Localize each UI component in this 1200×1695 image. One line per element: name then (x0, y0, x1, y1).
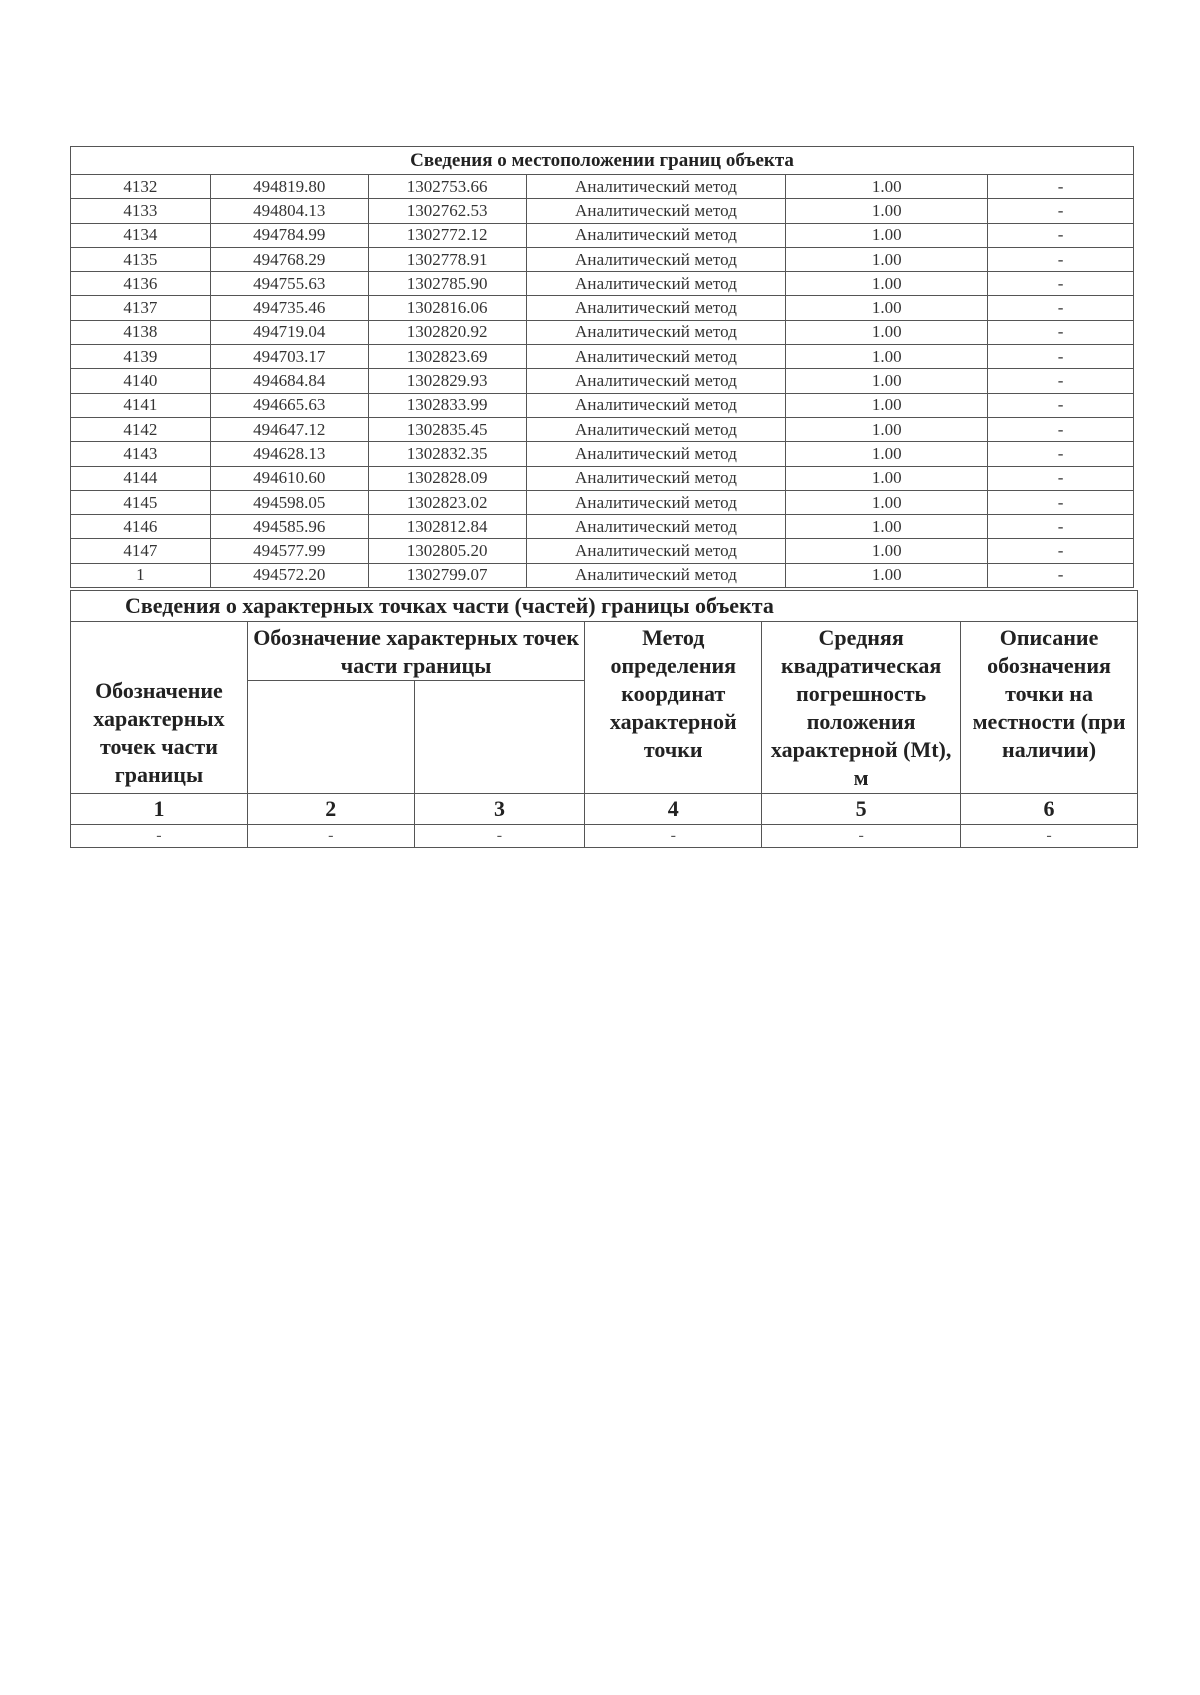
y-coordinate-cell: 1302762.53 (368, 199, 526, 223)
mean-error-cell: 1.00 (786, 199, 988, 223)
method-cell: Аналитический метод (526, 345, 786, 369)
column-number: 2 (247, 794, 414, 825)
x-coordinate-cell: 494577.99 (210, 539, 368, 563)
column-number: 3 (414, 794, 585, 825)
mean-error-cell: 1.00 (786, 466, 988, 490)
table-cell: - (71, 825, 248, 848)
table-row (71, 825, 1138, 848)
x-coordinate-cell: 494719.04 (210, 320, 368, 344)
coords-body (71, 175, 1134, 588)
table-row (71, 393, 1134, 417)
table-row (71, 490, 1134, 514)
coords-table (70, 146, 1134, 588)
point-cell: 4139 (71, 345, 211, 369)
method-cell: Аналитический метод (526, 320, 786, 344)
part-table (70, 590, 1138, 848)
table-cell: - (585, 825, 762, 848)
method-cell: Аналитический метод (526, 223, 786, 247)
point-cell: 4144 (71, 466, 211, 490)
table-row (71, 417, 1134, 441)
x-coordinate-cell: 494647.12 (210, 417, 368, 441)
point-cell: 4147 (71, 539, 211, 563)
header-mean-error: Средняя квадратическая погрешность положения характерной (Mt), м (762, 622, 961, 794)
table-row (71, 175, 1134, 199)
y-coordinate-cell: 1302753.66 (368, 175, 526, 199)
header-sub-x (247, 681, 414, 794)
mean-error-cell: 1.00 (786, 490, 988, 514)
table-cell: - (414, 825, 585, 848)
table-cell: - (961, 825, 1138, 848)
x-coordinate-cell: 494572.20 (210, 563, 368, 587)
table-row (71, 515, 1134, 539)
mean-error-cell: 1.00 (786, 515, 988, 539)
y-coordinate-cell: 1302778.91 (368, 247, 526, 271)
mean-error-cell: 1.00 (786, 393, 988, 417)
description-cell: - (988, 417, 1134, 441)
coords-section-title: Сведения о местоположении границ объекта (71, 147, 1134, 175)
description-cell: - (988, 442, 1134, 466)
point-cell: 4135 (71, 247, 211, 271)
header-point-designation: Обозначение характерных точек части границы (71, 622, 248, 794)
table-row (71, 539, 1134, 563)
mean-error-cell: 1.00 (786, 345, 988, 369)
description-cell: - (988, 515, 1134, 539)
y-coordinate-cell: 1302832.35 (368, 442, 526, 466)
x-coordinate-cell: 494585.96 (210, 515, 368, 539)
x-coordinate-cell: 494735.46 (210, 296, 368, 320)
x-coordinate-cell: 494804.13 (210, 199, 368, 223)
method-cell: Аналитический метод (526, 466, 786, 490)
table-row (71, 272, 1134, 296)
description-cell: - (988, 199, 1134, 223)
description-cell: - (988, 247, 1134, 271)
mean-error-cell: 1.00 (786, 369, 988, 393)
method-cell: Аналитический метод (526, 490, 786, 514)
point-cell: 4134 (71, 223, 211, 247)
description-cell: - (988, 563, 1134, 587)
y-coordinate-cell: 1302812.84 (368, 515, 526, 539)
table-row (71, 223, 1134, 247)
point-cell: 4132 (71, 175, 211, 199)
point-cell: 4141 (71, 393, 211, 417)
y-coordinate-cell: 1302823.02 (368, 490, 526, 514)
mean-error-cell: 1.00 (786, 296, 988, 320)
column-number: 5 (762, 794, 961, 825)
x-coordinate-cell: 494703.17 (210, 345, 368, 369)
mean-error-cell: 1.00 (786, 247, 988, 271)
description-cell: - (988, 393, 1134, 417)
point-cell: 4142 (71, 417, 211, 441)
mean-error-cell: 1.00 (786, 320, 988, 344)
method-cell: Аналитический метод (526, 539, 786, 563)
point-cell: 4137 (71, 296, 211, 320)
method-cell: Аналитический метод (526, 393, 786, 417)
y-coordinate-cell: 1302799.07 (368, 563, 526, 587)
header-method: Метод определения координат характерной точки (585, 622, 762, 794)
method-cell: Аналитический метод (526, 515, 786, 539)
mean-error-cell: 1.00 (786, 442, 988, 466)
method-cell: Аналитический метод (526, 272, 786, 296)
x-coordinate-cell: 494784.99 (210, 223, 368, 247)
description-cell: - (988, 490, 1134, 514)
description-cell: - (988, 345, 1134, 369)
table-cell: - (247, 825, 414, 848)
y-coordinate-cell: 1302823.69 (368, 345, 526, 369)
y-coordinate-cell: 1302828.09 (368, 466, 526, 490)
point-cell: 4133 (71, 199, 211, 223)
mean-error-cell: 1.00 (786, 563, 988, 587)
method-cell: Аналитический метод (526, 369, 786, 393)
table-row (71, 563, 1134, 587)
description-cell: - (988, 539, 1134, 563)
point-cell: 4140 (71, 369, 211, 393)
method-cell: Аналитический метод (526, 417, 786, 441)
point-cell: 4136 (71, 272, 211, 296)
table-row (71, 247, 1134, 271)
y-coordinate-cell: 1302829.93 (368, 369, 526, 393)
y-coordinate-cell: 1302772.12 (368, 223, 526, 247)
column-number: 1 (71, 794, 248, 825)
table-cell: - (762, 825, 961, 848)
table-row (71, 369, 1134, 393)
x-coordinate-cell: 494768.29 (210, 247, 368, 271)
x-coordinate-cell: 494598.05 (210, 490, 368, 514)
y-coordinate-cell: 1302816.06 (368, 296, 526, 320)
y-coordinate-cell: 1302835.45 (368, 417, 526, 441)
point-cell: 4146 (71, 515, 211, 539)
x-coordinate-cell: 494819.80 (210, 175, 368, 199)
point-cell: 4145 (71, 490, 211, 514)
part-section-title: Сведения о характерных точках части (частей) границы объекта (71, 591, 1138, 622)
x-coordinate-cell: 494610.60 (210, 466, 368, 490)
y-coordinate-cell: 1302820.92 (368, 320, 526, 344)
mean-error-cell: 1.00 (786, 175, 988, 199)
description-cell: - (988, 320, 1134, 344)
description-cell: - (988, 296, 1134, 320)
point-cell: 1 (71, 563, 211, 587)
point-cell: 4143 (71, 442, 211, 466)
table-row (71, 345, 1134, 369)
x-coordinate-cell: 494684.84 (210, 369, 368, 393)
x-coordinate-cell: 494755.63 (210, 272, 368, 296)
description-cell: - (988, 272, 1134, 296)
column-number: 4 (585, 794, 762, 825)
description-cell: - (988, 175, 1134, 199)
table-row (71, 296, 1134, 320)
point-cell: 4138 (71, 320, 211, 344)
method-cell: Аналитический метод (526, 175, 786, 199)
description-cell: - (988, 466, 1134, 490)
description-cell: - (988, 369, 1134, 393)
table-row (71, 199, 1134, 223)
mean-error-cell: 1.00 (786, 539, 988, 563)
method-cell: Аналитический метод (526, 247, 786, 271)
mean-error-cell: 1.00 (786, 417, 988, 441)
table-row (71, 320, 1134, 344)
table-row (71, 442, 1134, 466)
header-sub-y (414, 681, 585, 794)
y-coordinate-cell: 1302833.99 (368, 393, 526, 417)
header-description: Описание обозначения точки на местности (при наличии) (961, 622, 1138, 794)
x-coordinate-cell: 494665.63 (210, 393, 368, 417)
x-coordinate-cell: 494628.13 (210, 442, 368, 466)
method-cell: Аналитический метод (526, 199, 786, 223)
description-cell: - (988, 223, 1134, 247)
method-cell: Аналитический метод (526, 296, 786, 320)
y-coordinate-cell: 1302785.90 (368, 272, 526, 296)
header-part-points: Обозначение характерных точек части границы (247, 622, 584, 681)
y-coordinate-cell: 1302805.20 (368, 539, 526, 563)
mean-error-cell: 1.00 (786, 272, 988, 296)
column-number: 6 (961, 794, 1138, 825)
method-cell: Аналитический метод (526, 563, 786, 587)
method-cell: Аналитический метод (526, 442, 786, 466)
table-row (71, 466, 1134, 490)
mean-error-cell: 1.00 (786, 223, 988, 247)
column-number-row (71, 794, 1138, 825)
